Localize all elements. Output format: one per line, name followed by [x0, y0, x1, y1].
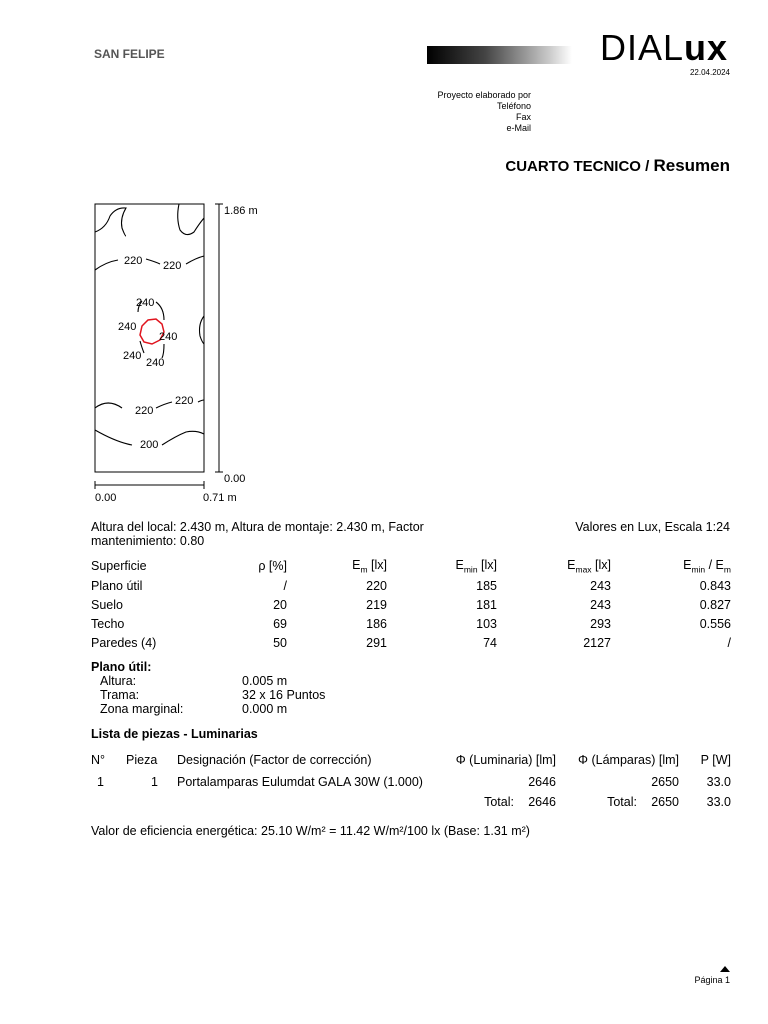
document-date: 22.04.2024: [689, 68, 730, 77]
col-quantity: Pieza: [126, 753, 158, 767]
table-row: [91, 775, 731, 795]
detail-value: 0.005 m: [242, 674, 288, 688]
uniformity-value: 0.556: [699, 616, 731, 631]
detail-label: Altura:: [100, 674, 137, 688]
isoline-200-b: [162, 431, 204, 445]
isoline-right-edge: [200, 316, 205, 344]
surface-name: Techo: [91, 616, 125, 631]
luminaire-flux: 2646: [528, 775, 556, 789]
uniformity-value: 0.843: [699, 578, 731, 593]
table-row: [91, 595, 731, 614]
isoline-220-lower-a: [95, 403, 122, 408]
isoline-label: 220: [163, 260, 182, 272]
isoline-240-bottom-right: [162, 344, 164, 358]
energy-efficiency: Valor de eficiencia energética: 25.10 W/m² = 11.42 W/m²/100 lx (Base: 1.31 m²): [91, 824, 530, 838]
emax-value: 243: [590, 578, 611, 593]
uniformity-value: 0.827: [699, 597, 731, 612]
isoline-200-a: [95, 430, 132, 445]
col-flux-luminaire: Φ (Luminaria) [lm]: [455, 753, 556, 767]
work-plane-title: Plano útil:: [91, 660, 152, 674]
x-max-label: 0.71 m: [203, 492, 237, 504]
page-title: [505, 156, 730, 176]
contact-fax: Fax: [515, 112, 531, 122]
work-plane-details: [100, 674, 325, 716]
surface-name: Paredes (4): [91, 635, 157, 650]
reflectance-value: 69: [273, 616, 287, 631]
luminaire-total-row: [91, 795, 731, 815]
isoline-label: 220: [124, 255, 143, 267]
reflectance-value: 20: [273, 597, 287, 612]
isoline-label: 220: [135, 405, 154, 417]
detail-value: 32 x 16 Puntos: [242, 688, 326, 702]
em-value: 186: [366, 616, 387, 631]
total-flux-luminaire: 2646: [528, 795, 556, 809]
emin-value: 185: [476, 578, 497, 593]
isoline-top-left: [95, 208, 126, 236]
em-value: 219: [366, 597, 387, 612]
y-min-label: 0.00: [224, 473, 246, 485]
isoline-label: 240: [146, 357, 165, 369]
reflectance-value: /: [283, 578, 287, 593]
uniformity-value: /: [727, 635, 731, 650]
col-reflectance: ρ [%]: [258, 559, 287, 573]
table-header-row: [91, 556, 731, 576]
isoline-label: 240: [118, 321, 137, 333]
dialux-logo: [600, 28, 728, 68]
col-power: P [W]: [700, 753, 731, 767]
col-emin: $E_{min}$ [lx]: [455, 557, 497, 575]
isoline-label: 200: [140, 439, 159, 451]
logo-part-dial: DIAL: [600, 27, 685, 68]
isoline-220-upper-a: [95, 260, 118, 270]
work-plane-height: [100, 674, 325, 688]
table-row: [91, 633, 731, 652]
detail-value: 0.000 m: [242, 702, 288, 716]
isoline-label: 240: [159, 331, 178, 343]
contact-phone: Teléfono: [496, 101, 531, 111]
isolux-plan: [80, 196, 280, 508]
isoline-220-lower-b: [156, 402, 172, 408]
luminaire-designation: Portalamparas Eulumdat GALA 30W (1.000): [177, 775, 423, 789]
col-number: N°: [91, 753, 106, 767]
isoline-label: 240: [136, 297, 155, 309]
luminaire-list-title: Lista de piezas - Luminarias: [91, 727, 258, 741]
emin-value: 181: [476, 597, 497, 612]
isoline-240-arc: [156, 302, 164, 320]
total-power: 33.0: [706, 795, 731, 809]
isoline-label: 220: [175, 395, 194, 407]
contact-email: e-Mail: [506, 123, 531, 133]
surface-name: Plano útil: [91, 578, 143, 593]
work-plane-margin: [100, 702, 325, 716]
logo-part-ux: ux: [684, 27, 729, 68]
room-parameters: Altura del local: 2.430 m, Altura de montaje: 2.430 m, Factor mantenimiento: 0.80: [91, 520, 424, 548]
em-value: 220: [366, 578, 387, 593]
total-flux-lamp: 2650: [651, 795, 679, 809]
reflectance-value: 50: [273, 635, 287, 650]
col-em: $E_m$ [lx]: [352, 557, 387, 575]
isoline-top-right: [178, 204, 204, 235]
emax-value: 243: [590, 597, 611, 612]
lamp-flux: 2650: [651, 775, 679, 789]
scale-info: Valores en Lux, Escala 1:24: [575, 520, 730, 534]
emin-value: 74: [483, 635, 497, 650]
luminaire-quantity: 1: [151, 775, 158, 789]
total-label: Total:: [484, 795, 514, 809]
table-row: [91, 614, 731, 633]
x-min-label: 0.00: [95, 492, 117, 504]
results-table: [91, 556, 731, 652]
section-name: Resumen: [653, 156, 730, 175]
em-value: 291: [366, 635, 387, 650]
isoline-220-upper-c: [186, 256, 204, 264]
page-number: Página 1: [694, 975, 730, 985]
col-surface: Superficie: [91, 559, 147, 573]
col-flux-lamp: Φ (Lámparas) [lm]: [578, 753, 679, 767]
page-up-arrow-icon[interactable]: [720, 966, 730, 972]
isoline-220-lower-c: [198, 400, 204, 402]
table-row: [91, 576, 731, 595]
total-label: Total:: [607, 795, 637, 809]
col-uniformity: $E_{min} / E_m$: [683, 557, 731, 575]
detail-label: Zona marginal:: [100, 702, 184, 716]
emax-value: 293: [590, 616, 611, 631]
room-name: CUARTO TECNICO /: [505, 158, 650, 175]
surface-name: Suelo: [91, 597, 123, 612]
project-name: SAN FELIPE: [94, 47, 165, 61]
contact-prepared-by: Proyecto elaborado por: [437, 90, 531, 100]
detail-label: Trama:: [100, 688, 140, 702]
isoline-label: 240: [123, 350, 142, 362]
isoline-220-upper-b: [146, 259, 160, 264]
emin-value: 103: [476, 616, 497, 631]
contact-block: [437, 90, 531, 134]
emax-value: 2127: [583, 635, 611, 650]
luminaire-power: 33.0: [706, 775, 731, 789]
y-max-label: 1.86 m: [224, 205, 258, 217]
work-plane-grid: [100, 688, 325, 702]
brand-gradient-bar: [427, 46, 572, 64]
luminaire-number: 1: [97, 775, 104, 789]
luminaire-header-row: [91, 753, 731, 773]
col-designation: Designación (Factor de corrección): [177, 753, 372, 767]
col-emax: $E_{max}$ [lx]: [567, 557, 611, 575]
